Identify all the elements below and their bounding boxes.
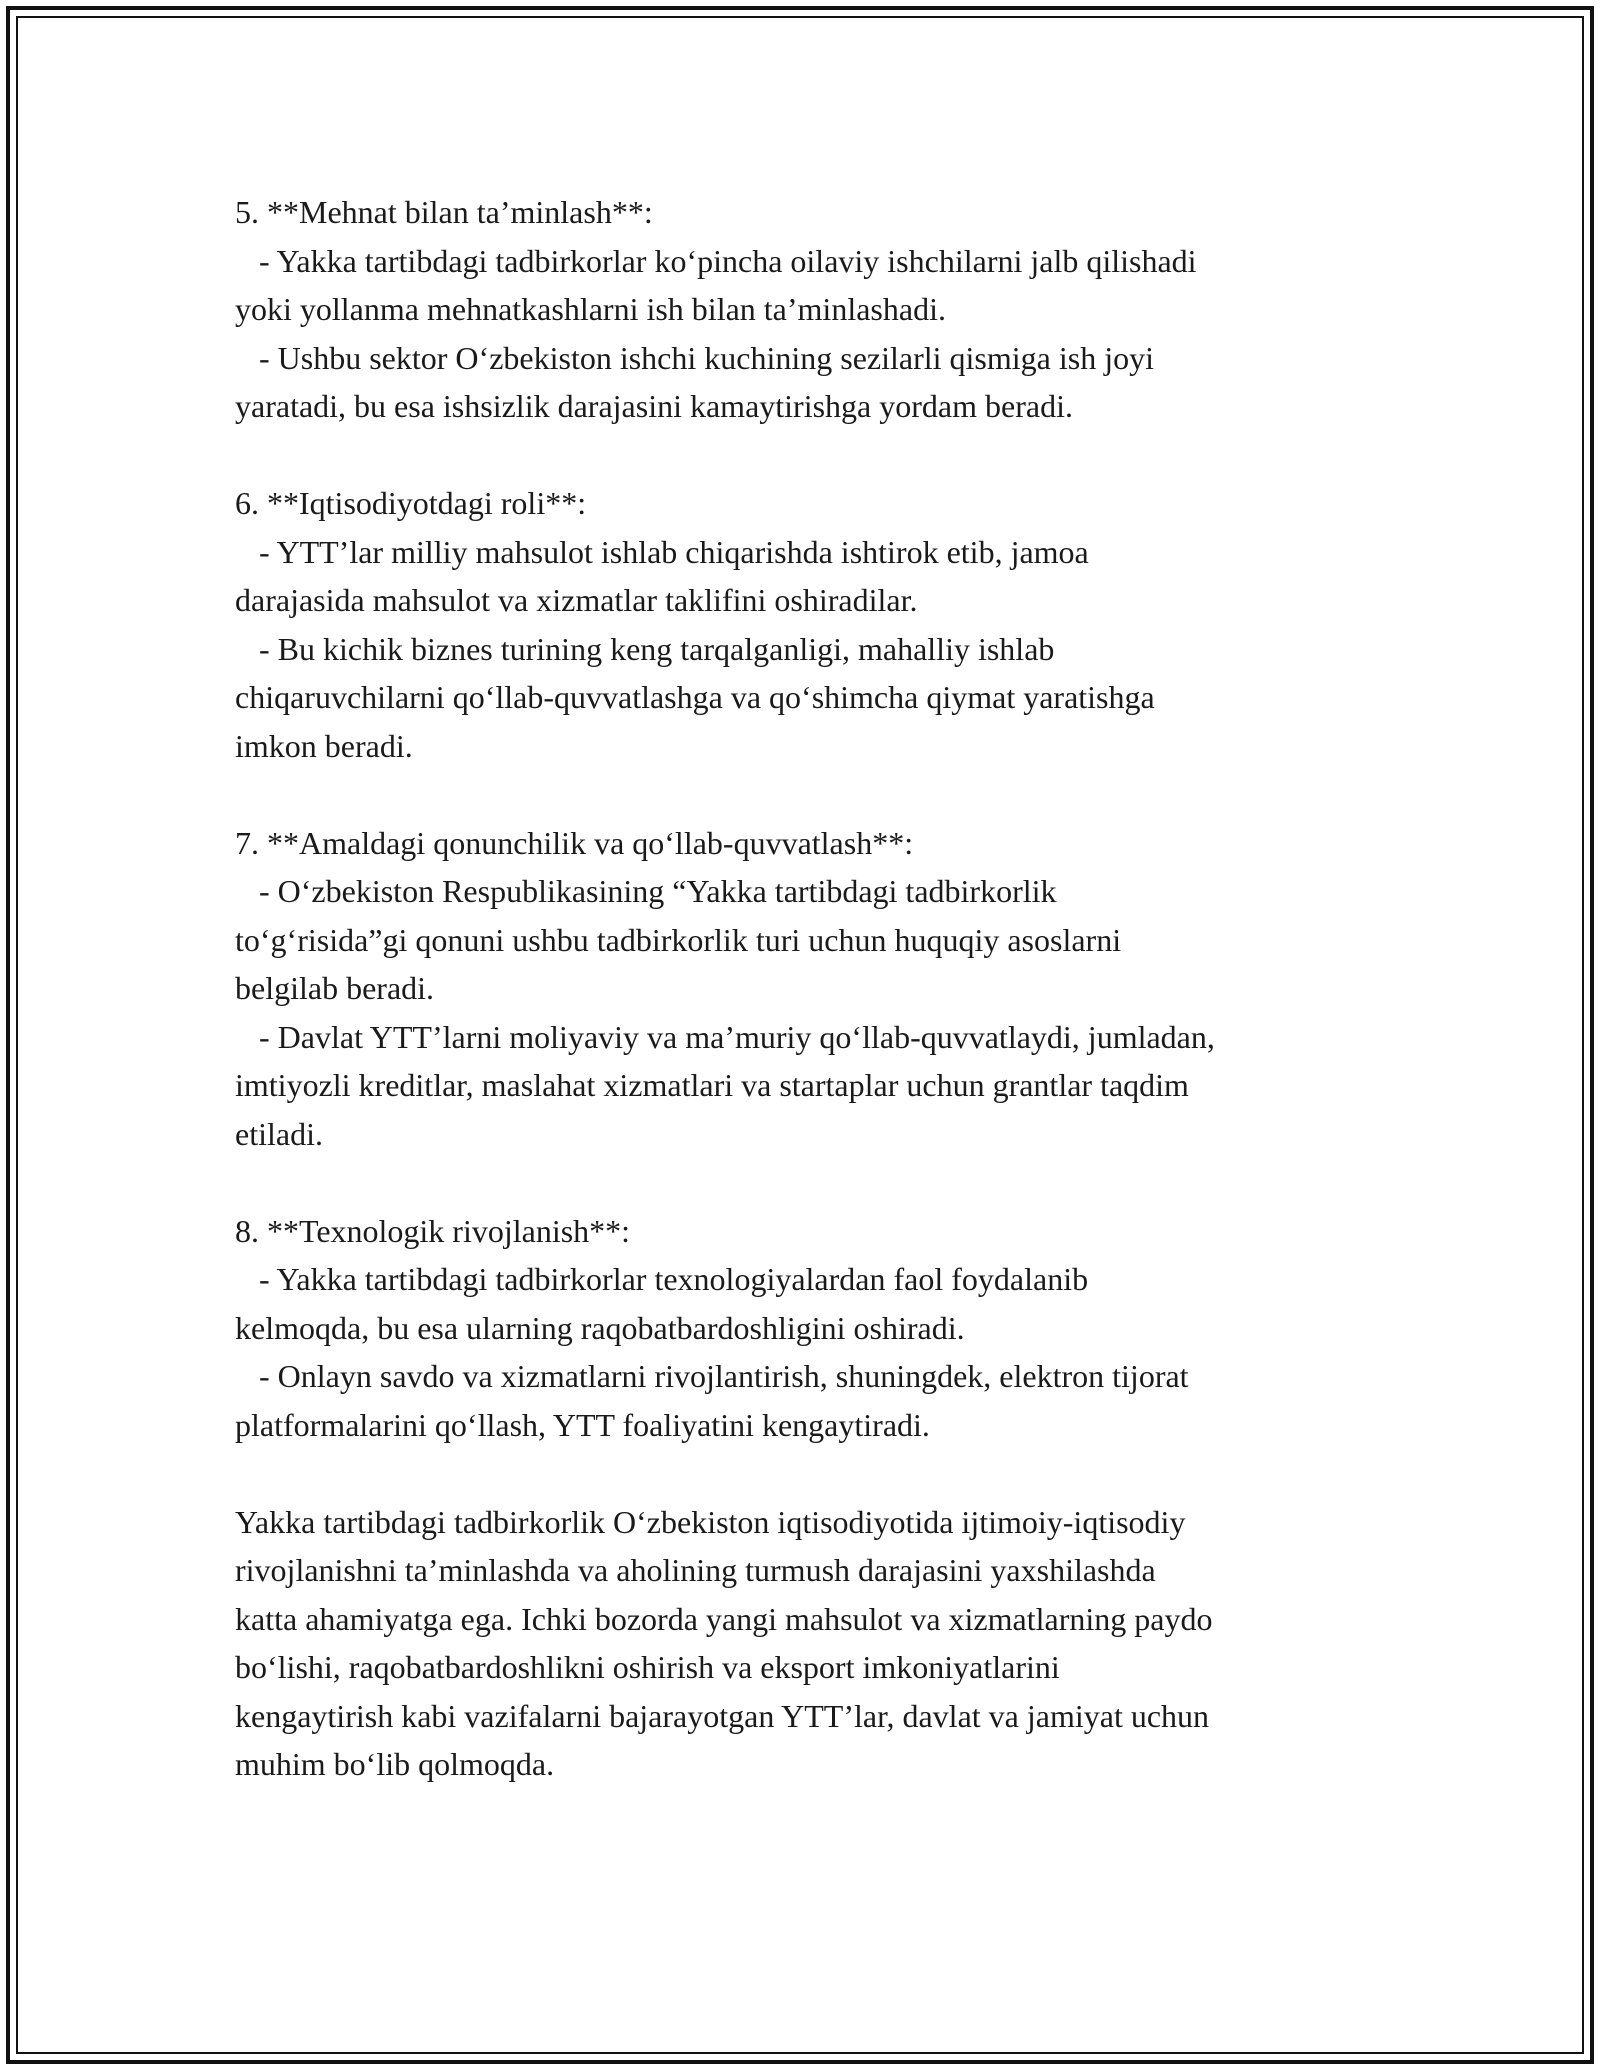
section-8 [235, 1207, 1365, 1450]
text-line: chiqaruvchilarni qo‘llab-quvvatlashga va qo‘shimcha qiymat yaratishga [235, 679, 1155, 715]
text-line: - Yakka tartibdagi tadbirkorlar texnologiyalardan faol foydalanib [235, 1261, 1089, 1297]
paragraph-spacer [235, 431, 1365, 480]
text-line: - YTT’lar milliy mahsulot ishlab chiqarishda ishtirok etib, jamoa [235, 533, 1089, 570]
text-line: kengaytirish kabi vazifalarni bajarayotgan YTT’lar, davlat va jamiyat uchun [235, 1697, 1210, 1734]
text-line: darajasida mahsulot va xizmatlar taklifini oshiradilar. [235, 582, 918, 618]
text-line: - O‘zbekiston Respublikasining “Yakka tartibdagi tadbirkorlik [235, 873, 1057, 909]
section-heading: 8. **Texnologik rivojlanish**: [235, 1212, 631, 1249]
text-line: belgilab beradi. [235, 970, 435, 1006]
text-line: etiladi. [235, 1115, 323, 1152]
text-line: - Bu kichik biznes turining keng tarqalganligi, mahalliy ishlab [235, 630, 1055, 667]
text-line: platformalarini qo‘llash, YTT foaliyatini kengaytiradi. [235, 1406, 930, 1443]
text-line: - Onlayn savdo va xizmatlarni rivojlantirish, shuningdek, elektron tijorat [235, 1358, 1189, 1394]
text-line: rivojlanishni ta’minlashda va aholining turmush darajasini yaxshilashda [235, 1552, 1156, 1588]
section-5 [235, 188, 1365, 431]
text-line: katta ahamiyatga ega. Ichki bozorda yangi mahsulot va xizmatlarning paydo [235, 1600, 1213, 1637]
text-line: yoki yollanma mehnatkashlarni ish bilan ta’minlashadi. [235, 291, 946, 327]
paragraph-spacer [235, 770, 1365, 819]
text-line: imtiyozli kreditlar, maslahat xizmatlari va startaplar uchun grantlar taqdim [235, 1067, 1189, 1103]
text-line: to‘g‘risida”gi qonuni ushbu tadbirkorlik turi uchun huquqiy asoslarni [235, 921, 1122, 958]
section-6 [235, 479, 1365, 770]
text-line: bo‘lishi, raqobatbardoshlikni oshirish va eksport imkoniyatlarini [235, 1649, 1060, 1685]
text-line: kelmoqda, bu esa ularning raqobatbardoshligini oshiradi. [235, 1309, 965, 1346]
text-line: - Davlat YTT’larni moliyaviy va ma’muriy qo‘llab-quvvatlaydi, jumladan, [235, 1018, 1215, 1055]
section-heading: 6. **Iqtisodiyotdagi roli**: [235, 485, 587, 521]
text-line: Yakka tartibdagi tadbirkorlik O‘zbekiston iqtisodiyotida ijtimoiy-iqtisodiy [235, 1503, 1186, 1540]
text-line: - Ushbu sektor O‘zbekiston ishchi kuchining sezilarli qismiga ish joyi [235, 339, 1154, 376]
text-line: yaratadi, bu esa ishsizlik darajasini kamaytirishga yordam beradi. [235, 388, 1073, 424]
conclusion-paragraph [235, 1498, 1365, 1789]
text-line: - Yakka tartibdagi tadbirkorlar ko‘pincha oilaviy ishchilarni jalb qilishadi [235, 242, 1197, 279]
section-7 [235, 819, 1365, 1159]
paragraph-spacer [235, 1449, 1365, 1498]
section-heading: 7. **Amaldagi qonunchilik va qo‘llab-quvvatlash**: [235, 824, 914, 861]
section-heading: 5. **Mehnat bilan ta’minlash**: [235, 194, 653, 230]
text-line: muhim bo‘lib qolmoqda. [235, 1746, 555, 1782]
paragraph-spacer [235, 1158, 1365, 1207]
document-body [235, 188, 1365, 1789]
text-line: imkon beradi. [235, 727, 413, 764]
